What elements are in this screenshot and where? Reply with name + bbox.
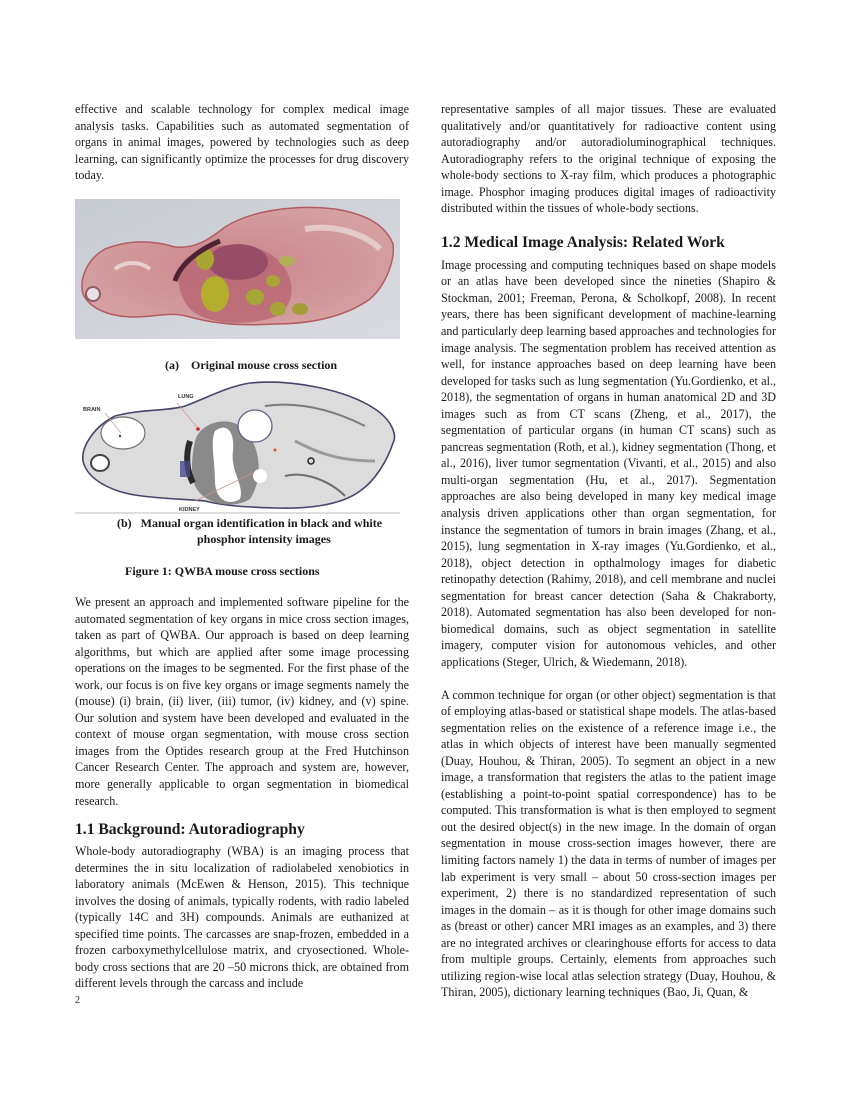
phosphor-intensity-image-icon — [75, 381, 400, 514]
subfigure-b-caption-line1: Manual organ identification in black and white — [140, 516, 383, 530]
mouse-cross-section-photo-icon — [75, 199, 400, 339]
subfigure-a-caption-text: Original mouse cross section — [191, 358, 338, 372]
page-number: 2 — [75, 995, 80, 1006]
intro-paragraph: effective and scalable technology for complex medical image analysis tasks. Capabilities such as automated segmentation of organs in animal images, powered by technologies such as deep learning, can significantly optimize the processes for drug discovery today. — [75, 102, 409, 183]
brain-annotation: BRAIN — [83, 407, 101, 413]
continuation-paragraph: representative samples of all major tissues. These are evaluated qualitatively and/or quantitatively for radioactive content using autoradiography and/or autoradioluminographical techniques. Autoradiography refers to the original technique of exposing the whole-body sections to X-ray film, which produces a photographic image. Phosphor imaging produces digital images of radioactivity distributed within the tissues of whole-body sections. — [441, 102, 776, 216]
figure-1a-caption — [165, 357, 337, 373]
kidney-annotation: KIDNEY — [179, 507, 200, 513]
subfigure-b-label: (b) — [117, 516, 132, 530]
figure-1b-caption — [117, 515, 407, 547]
section-1-2-paragraph-1: Image processing and computing techniques based on shape models or an atlas have been developed since the nineties (Shapiro & Stockman, 2001; Freeman, Perona, & Scholkopf, 2008). In recent years, there has been significant development of machine-learning and particularly deep learning based approaches and technologies for image analysis. The segmentation problem has received attention as well, for instance approaches based on deep learning have been developed for tasks such as lung segmentation (Yu.Gordienko, et al., 2018), the segmentation of organs in human anatomical 2D and 3D images such as from CT scans (Zheng, et al., 2017), the segmentation of particular organs (in human CT scans) such as pancreas segmentation (Roth, et al.), kidney segmentation (Thong, et al., 2016), liver tumor segmentation (Vivanti, et al., 2015) and also multi-organ segmentation (Hu, et al., 2017). Segmentation approaches are also being developed in many key medical image analysis driven applications other than organ segmentation, for instance the segmentation of tumors in brain images (Zhang, et al., 2015), lung segmentation in X-ray images (Yu.Gordienko, et al., 2018), object detection in opthalmology images for diabetic retinopathy detection (Rahimy, 2018), and cell membrane and nuclei segmentation for breast cancer detection (Saha & Chakraborty, 2018). Automated segmentation has also been developed for non-biomedical domains, such as object segmentation in satellite imagery, computer vision for autonomous vehicles, and other applications (Steger, Ulrich, & Wiedemann, 2018). — [441, 257, 776, 669]
section-1-2-heading: 1.2 Medical Image Analysis: Related Work — [441, 233, 725, 251]
approach-paragraph: We present an approach and implemented software pipeline for the automated segmentation of key organs in mice cross section images, taken as part of QWBA. Our approach is based on deep learning algorithms, but which are applied after some image processing operations on the images to be segmented. For the first phase of the work, our focus is on five key organs or image segments namely the (mouse) (i) brain, (ii) liver, (iii) tumor, (iv) kidney, and (v) spine. Our solution and system have been developed and evaluated in the context of mouse organ segmentation, with mouse cross section images from the Optides research group at the Fred Hutchinson Cancer Research Center. The approach and system are, however, more generally applicable to organ segmentation in biomedical research. — [75, 595, 409, 808]
lung-annotation: LUNG — [178, 394, 194, 400]
subfigure-a-label: (a) — [165, 358, 179, 372]
figure-1-caption: Figure 1: QWBA mouse cross sections — [125, 564, 320, 578]
figure-1a-image — [75, 199, 400, 339]
section-1-1-paragraph: Whole-body autoradiography (WBA) is an imaging process that determines the in situ localization of radiolabeled xenobiotics in laboratory animals (McEwen & Henson, 2015). This technique involves the dosing of animals, typically rodents, with radio labeled (typically 14C and 3H) compounds. Animals are euthanized at specified time points. The carcasses are snap-frozen, embedded in a frozen carboxymethylcellulose matrix, and cryosectioned. Whole-body cross sections that are 20 –50 microns thick, are obtained from different levels through the carcass and include — [75, 844, 409, 991]
left-column-lower — [75, 594, 409, 992]
section-1-2-paragraph-2: A common technique for organ (or other object) segmentation is that of employing atlas-based or statistical shape models. The atlas-based segmentation relies on the existence of a reference image i.e., the atlas in which objects of interest have been manually segmented (Duay, Houhou, & Thiran, 2005). To segment an object in a new image, a transformation that registers the atlas to the patient image (establishing a point-to-point spatial correspondence) has to be computed. This transformation is what is then employed to segment out the desired object(s) in the new image. In the domain of organ segmentation in mouse cross-section images however, there are limiting factors namely 1) the data in terms of number of images per lab experiment is very small – about 50 cross-section images per experiment, 2) there is no standardized representation of such images in the domain – as it is though for other image domains such as (breast or other) cancer MRI images as an examples, and 3) there are no integrated archives or clearinghouse efforts for access to data from multiple groups. Certainly, elements from approaches such utilizing region-wise local atlas selection strategy (Duay, Houhou, & Thiran, 2005), dictionary learning techniques (Bao, Ji, Quan, & — [441, 687, 776, 1000]
right-column — [441, 101, 776, 1001]
figure-1b-image — [75, 381, 400, 514]
section-1-1-heading: 1.1 Background: Autoradiography — [75, 821, 305, 839]
subfigure-b-caption-line2: phosphor intensity images — [197, 532, 331, 546]
left-column — [75, 101, 409, 184]
